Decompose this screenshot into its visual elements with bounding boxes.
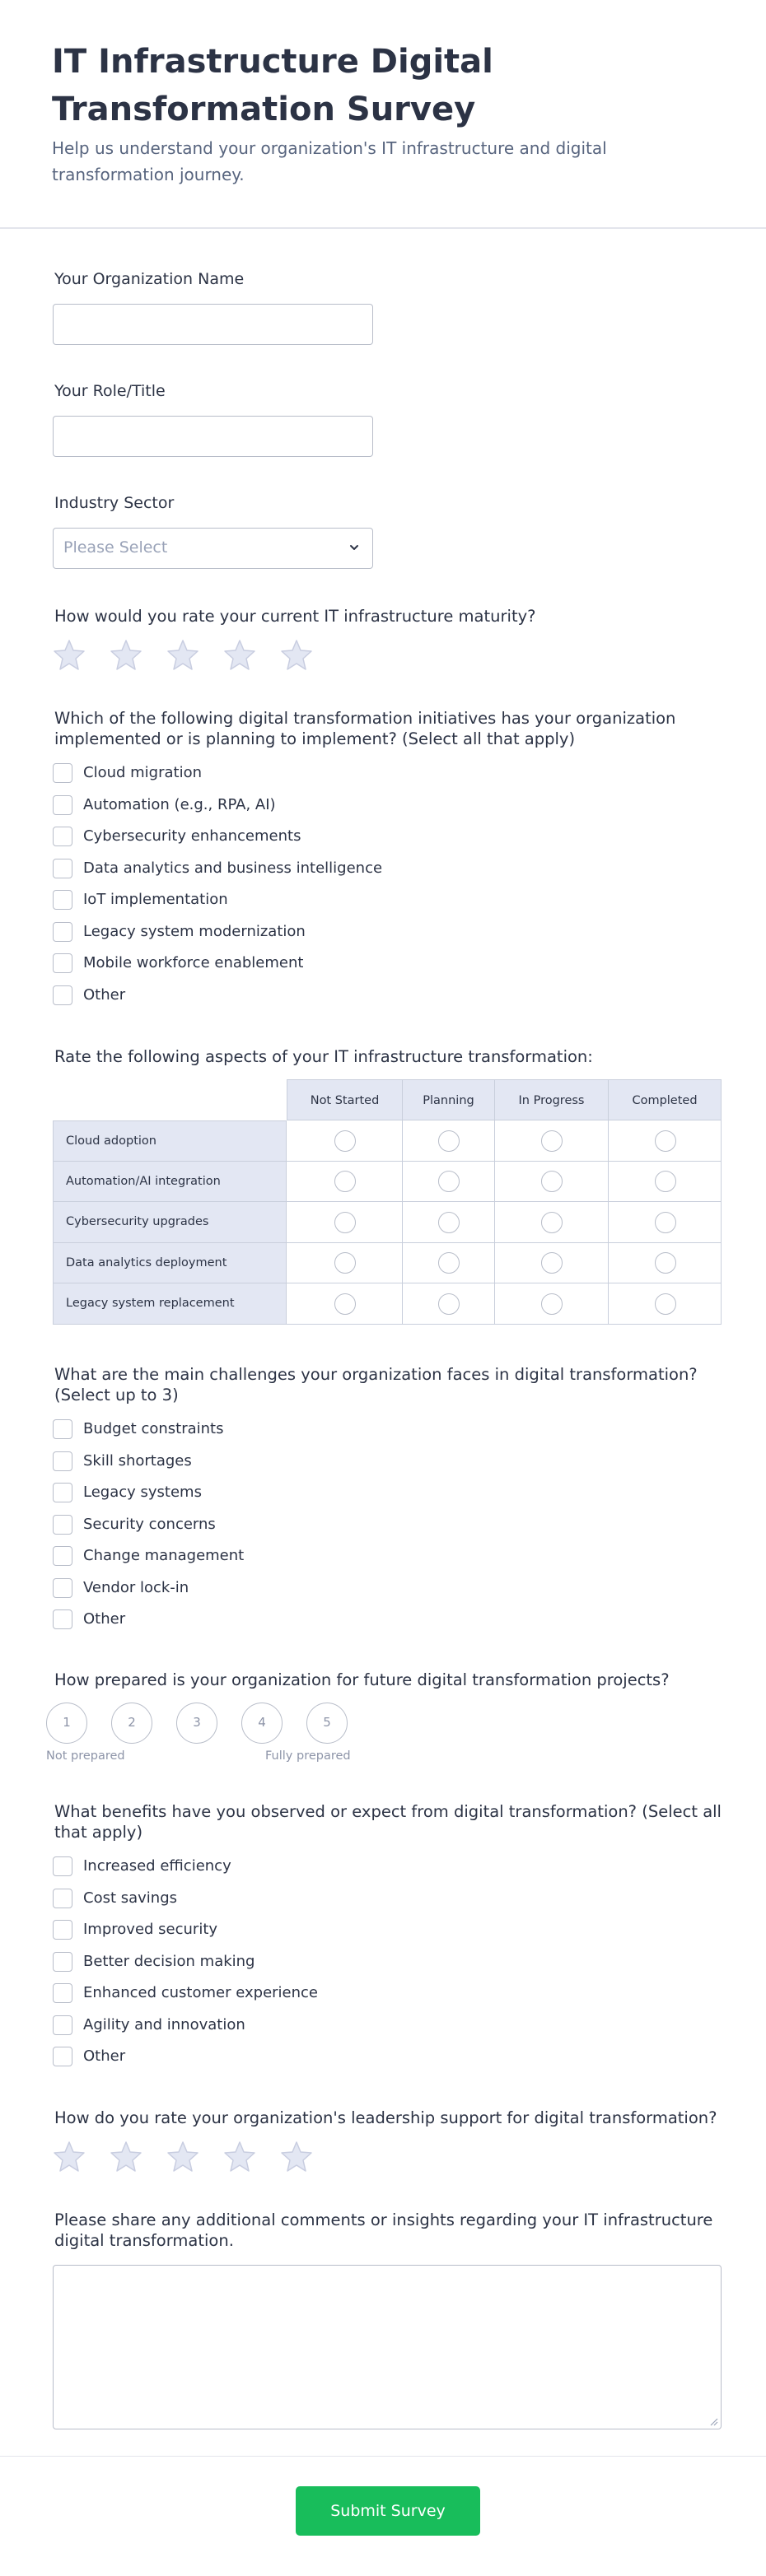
initiative-option-label: Cybersecurity enhancements — [83, 827, 301, 845]
matrix-radio[interactable] — [655, 1252, 676, 1274]
matrix-radio[interactable] — [334, 1171, 356, 1192]
matrix-radio[interactable] — [438, 1171, 460, 1192]
checkbox[interactable] — [53, 1546, 72, 1566]
benefit-option[interactable] — [53, 1917, 547, 1942]
initiative-option[interactable] — [53, 951, 547, 976]
benefit-option-label: Better decision making — [83, 1952, 255, 1970]
org-name-label: Your Organization Name — [54, 270, 245, 288]
scale-option-3[interactable]: 3 — [176, 1703, 217, 1744]
benefit-option-label: Cost savings — [83, 1889, 178, 1907]
checkbox[interactable] — [53, 827, 72, 846]
matrix-cell — [287, 1243, 403, 1284]
matrix-radio[interactable] — [655, 1171, 676, 1192]
matrix-cell — [495, 1202, 609, 1243]
matrix-row-label: Cybersecurity upgrades — [53, 1202, 287, 1243]
initiative-option[interactable] — [53, 887, 547, 912]
challenges-question: What are the main challenges your organization faces in digital transformation? (Select up to 3) — [54, 1365, 698, 1404]
challenge-option-label: Vendor lock-in — [83, 1578, 189, 1596]
matrix-radio[interactable] — [334, 1130, 356, 1152]
matrix-question: Rate the following aspects of your IT infrastructure transformation: — [54, 1047, 593, 1066]
star-icon[interactable] — [278, 637, 315, 673]
initiative-option[interactable] — [53, 920, 547, 944]
scale-min-caption: Not prepared — [46, 1749, 125, 1763]
initiative-option[interactable] — [53, 856, 547, 881]
footer-divider — [0, 2456, 766, 2457]
scale-option-4[interactable]: 4 — [241, 1703, 283, 1744]
matrix-row-label: Automation/AI integration — [53, 1162, 287, 1203]
initiative-option[interactable] — [53, 983, 547, 1008]
checkbox[interactable] — [53, 1451, 72, 1471]
maturity-question: How would you rate your current IT infrastructure maturity? — [54, 607, 536, 626]
matrix-radio[interactable] — [438, 1293, 460, 1315]
benefit-option-label: Improved security — [83, 1921, 218, 1938]
matrix-cell — [287, 1162, 403, 1203]
benefit-option-label: Other — [83, 2047, 126, 2065]
benefit-option-label: Agility and innovation — [83, 2015, 245, 2033]
page-title: IT Infrastructure Digital Transformation Survey — [52, 43, 493, 128]
checkbox[interactable] — [53, 1920, 72, 1940]
matrix-radio[interactable] — [334, 1252, 356, 1274]
initiative-option-label: Other — [83, 985, 126, 1004]
matrix-cell — [609, 1243, 722, 1284]
matrix-radio[interactable] — [541, 1293, 563, 1315]
initiative-option[interactable] — [53, 793, 547, 818]
star-icon[interactable] — [222, 2139, 258, 2175]
checkbox[interactable] — [53, 1483, 72, 1502]
benefit-option-label: Increased efficiency — [83, 1857, 231, 1875]
benefit-option[interactable] — [53, 1949, 547, 1974]
leadership-question: How do you rate your organization's leadership support for digital transformation? — [54, 2108, 717, 2127]
challenge-option-label: Change management — [83, 1547, 245, 1564]
matrix-cell — [609, 1202, 722, 1243]
matrix-row-label: Legacy system replacement — [53, 1283, 287, 1325]
challenge-option-label: Other — [83, 1610, 126, 1628]
matrix-radio[interactable] — [438, 1252, 460, 1274]
benefit-option[interactable] — [53, 2044, 547, 2069]
checkbox[interactable] — [53, 1889, 72, 1908]
matrix-row-label: Data analytics deployment — [53, 1243, 287, 1284]
comments-textarea[interactable] — [53, 2265, 722, 2429]
challenge-option[interactable] — [53, 1512, 547, 1537]
benefit-option-label: Enhanced customer experience — [83, 1984, 318, 2001]
checkbox[interactable] — [53, 890, 72, 910]
initiative-option-label: Legacy system modernization — [83, 922, 306, 940]
matrix-radio[interactable] — [541, 1252, 563, 1274]
star-icon[interactable] — [108, 637, 144, 673]
star-icon[interactable] — [278, 2139, 315, 2175]
initiative-option[interactable] — [53, 761, 547, 785]
matrix-cell — [495, 1120, 609, 1162]
survey-header — [0, 0, 766, 229]
challenge-option[interactable] — [53, 1576, 547, 1600]
star-icon[interactable] — [51, 637, 87, 673]
matrix-cell — [287, 1202, 403, 1243]
scale-max-caption: Fully prepared — [265, 1749, 351, 1763]
checkbox[interactable] — [53, 1578, 72, 1598]
initiatives-question: Which of the following digital transformation initiatives has your organization implemented or is planning to implement? (Select all that apply) — [54, 709, 676, 748]
matrix-radio[interactable] — [541, 1171, 563, 1192]
role-input[interactable] — [53, 416, 373, 457]
challenge-option[interactable] — [53, 1607, 547, 1632]
challenge-option-label: Security concerns — [83, 1515, 216, 1533]
benefit-option[interactable] — [53, 1981, 547, 2005]
industry-select-placeholder: Please Select — [63, 538, 168, 557]
initiative-option-label: Data analytics and business intelligence — [83, 859, 383, 877]
matrix-cell — [495, 1283, 609, 1325]
checkbox[interactable] — [53, 922, 72, 942]
matrix-row-label: Cloud adoption — [53, 1120, 287, 1162]
matrix-cell — [403, 1243, 495, 1284]
matrix-radio[interactable] — [438, 1212, 460, 1233]
matrix-cell — [495, 1243, 609, 1284]
matrix-radio[interactable] — [655, 1130, 676, 1152]
role-label: Your Role/Title — [54, 382, 166, 400]
org-name-input[interactable] — [53, 304, 373, 345]
star-icon[interactable] — [51, 2139, 87, 2175]
matrix-column-header: Planning — [403, 1079, 495, 1120]
scale-option-5[interactable]: 5 — [306, 1703, 348, 1744]
star-icon[interactable] — [165, 2139, 201, 2175]
comments-question: Please share any additional comments or insights regarding your IT infrastructure digital transformation. — [54, 2210, 713, 2250]
checkbox[interactable] — [53, 953, 72, 973]
checkbox[interactable] — [53, 1983, 72, 2003]
checkbox[interactable] — [53, 2047, 72, 2066]
matrix-cell — [609, 1120, 722, 1162]
chevron-down-icon — [348, 541, 361, 554]
challenge-option[interactable] — [53, 1544, 547, 1568]
matrix-column-header: In Progress — [495, 1079, 609, 1120]
matrix-column-header: Not Started — [287, 1079, 403, 1120]
checkbox[interactable] — [53, 1609, 72, 1629]
star-icon[interactable] — [108, 2139, 144, 2175]
checkbox[interactable] — [53, 1952, 72, 1972]
transformation-matrix — [53, 1079, 722, 1326]
matrix-cell — [287, 1283, 403, 1325]
initiative-option-label: IoT implementation — [83, 891, 228, 908]
matrix-cell — [609, 1283, 722, 1325]
matrix-radio[interactable] — [655, 1293, 676, 1315]
benefit-option[interactable] — [53, 1886, 547, 1911]
challenge-option[interactable] — [53, 1417, 547, 1442]
matrix-radio[interactable] — [655, 1212, 676, 1233]
checkbox[interactable] — [53, 763, 72, 783]
benefit-option[interactable] — [53, 2013, 547, 2038]
matrix-radio[interactable] — [334, 1293, 356, 1315]
matrix-cell — [495, 1162, 609, 1203]
resize-handle-icon[interactable] — [708, 2416, 718, 2426]
matrix-cell — [609, 1162, 722, 1203]
checkbox[interactable] — [53, 985, 72, 1005]
matrix-cell — [403, 1283, 495, 1325]
checkbox[interactable] — [53, 1515, 72, 1535]
initiative-option-label: Cloud migration — [83, 764, 203, 781]
matrix-column-header: Completed — [609, 1079, 722, 1120]
challenge-option-label: Budget constraints — [83, 1420, 224, 1437]
matrix-cell — [287, 1120, 403, 1162]
matrix-radio[interactable] — [438, 1130, 460, 1152]
matrix-radio[interactable] — [541, 1130, 563, 1152]
initiative-option-label: Mobile workforce enablement — [83, 954, 304, 971]
checkbox[interactable] — [53, 2015, 72, 2035]
challenge-option[interactable] — [53, 1449, 547, 1474]
matrix-radio[interactable] — [541, 1212, 563, 1233]
matrix-cell — [403, 1202, 495, 1243]
checkbox[interactable] — [53, 859, 72, 878]
initiative-option-label: Automation (e.g., RPA, AI) — [83, 795, 276, 813]
checkbox[interactable] — [53, 795, 72, 815]
star-icon[interactable] — [165, 637, 201, 673]
scale-option-1[interactable]: 1 — [46, 1703, 87, 1744]
checkbox[interactable] — [53, 1419, 72, 1439]
benefit-option[interactable] — [53, 1854, 547, 1879]
matrix-radio[interactable] — [334, 1212, 356, 1233]
submit-button[interactable]: Submit Survey — [296, 2486, 480, 2536]
prepared-question: How prepared is your organization for future digital transformation projects? — [54, 1670, 670, 1689]
page-subtitle: Help us understand your organization's IT infrastructure and digital transformation journey. — [52, 138, 607, 184]
benefits-question: What benefits have you observed or expect from digital transformation? (Select all that apply) — [54, 1802, 722, 1842]
challenge-option-label: Legacy systems — [83, 1484, 202, 1501]
challenge-option-label: Skill shortages — [83, 1451, 192, 1470]
checkbox[interactable] — [53, 1856, 72, 1876]
initiative-option[interactable] — [53, 824, 547, 849]
matrix-cell — [403, 1120, 495, 1162]
industry-label: Industry Sector — [54, 494, 175, 512]
scale-option-2[interactable]: 2 — [111, 1703, 152, 1744]
matrix-cell — [403, 1162, 495, 1203]
star-icon[interactable] — [222, 637, 258, 673]
industry-select[interactable] — [53, 528, 373, 569]
challenge-option[interactable] — [53, 1480, 547, 1505]
